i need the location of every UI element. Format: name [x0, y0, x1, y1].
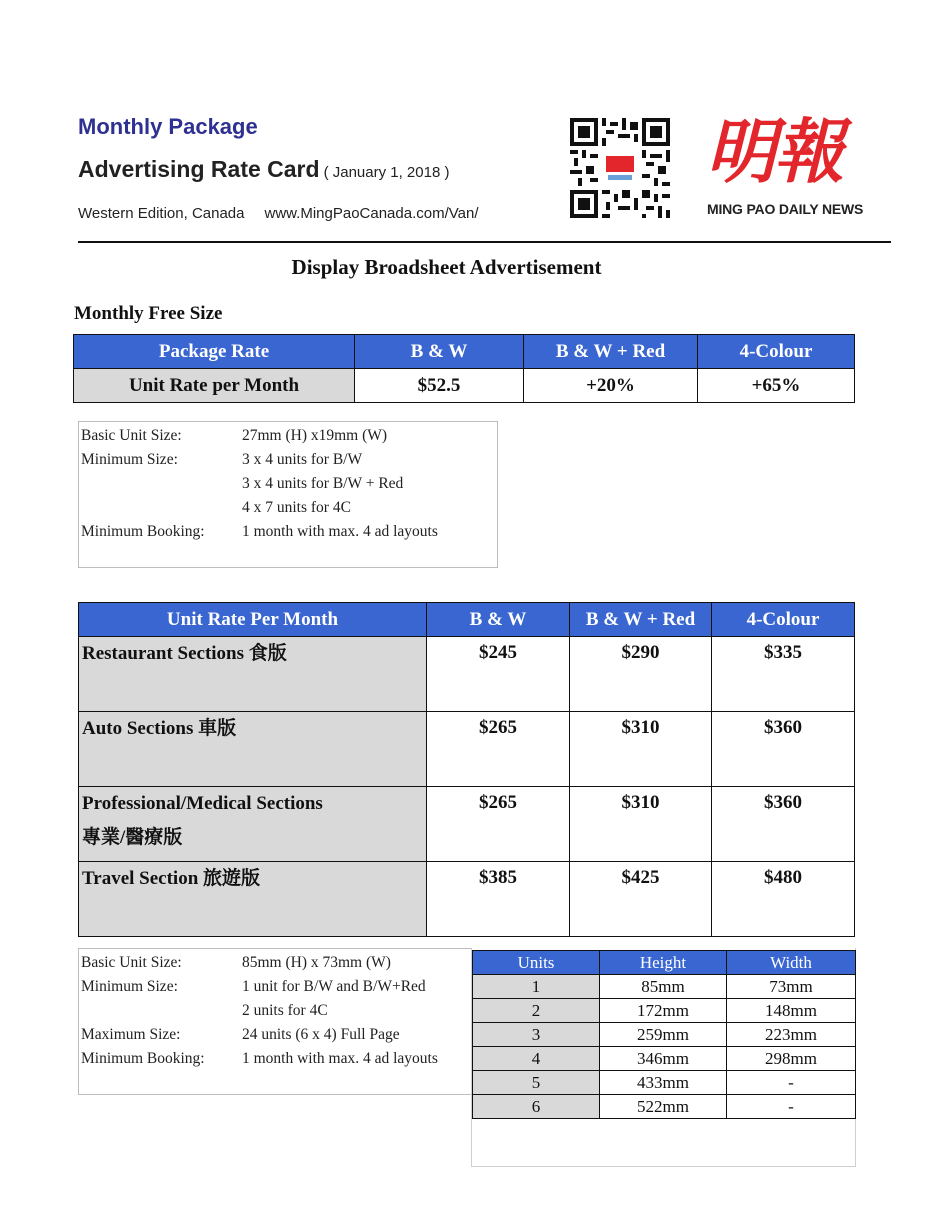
width-cell: - — [727, 1071, 856, 1095]
price-cell: $360 — [712, 712, 855, 787]
column-header: Unit Rate Per Month — [79, 603, 427, 637]
column-header: B & W + Red — [524, 335, 698, 369]
column-header: Package Rate — [74, 335, 355, 369]
column-header: 4-Colour — [712, 603, 855, 637]
info-value: 3 x 4 units for B/W + Red — [242, 475, 404, 492]
price-cell: $265 — [427, 712, 570, 787]
info-label: Basic Unit Size: — [81, 954, 182, 971]
info-row — [81, 1050, 438, 1068]
table-row — [79, 862, 855, 937]
column-header: Width — [727, 951, 856, 975]
section-label-line: Professional/Medical Sections — [82, 793, 323, 814]
info-value: 85mm (H) x 73mm (W) — [242, 954, 391, 971]
price-cell: +65% — [698, 369, 855, 403]
price-cell: $480 — [712, 862, 855, 937]
section-label: Restaurant Sections 食版 — [79, 637, 427, 712]
table-row — [79, 637, 855, 712]
units-cell: 1 — [473, 975, 600, 999]
column-header: Height — [600, 951, 727, 975]
table-header-row — [473, 951, 856, 975]
info-value: 2 units for 4C — [242, 1002, 328, 1019]
price-cell: $335 — [712, 637, 855, 712]
info-value: 1 unit for B/W and B/W+Red — [242, 978, 426, 995]
section-label: Travel Section 旅遊版 — [79, 862, 427, 937]
section-label — [79, 787, 427, 862]
column-header: 4-Colour — [698, 335, 855, 369]
header-divider — [78, 241, 891, 243]
table-row — [473, 999, 856, 1023]
info-label: Minimum Size: — [81, 978, 178, 995]
units-cell: 6 — [473, 1095, 600, 1119]
section-label-line: 專業/醫療版 — [82, 827, 183, 848]
website-link[interactable]: www.MingPaoCanada.com/Van/ — [264, 205, 479, 222]
info-row — [81, 954, 391, 972]
sections-rate-table — [78, 602, 855, 937]
column-header: B & W — [427, 603, 570, 637]
price-cell: $310 — [570, 712, 712, 787]
info-row — [81, 978, 426, 996]
info-value: 3 x 4 units for B/W — [242, 451, 363, 468]
unit-size-info-box — [78, 948, 472, 1095]
width-cell: 73mm — [727, 975, 856, 999]
table-header-row — [74, 335, 855, 369]
column-header: Units — [473, 951, 600, 975]
price-cell: +20% — [524, 369, 698, 403]
info-value: 24 units (6 x 4) Full Page — [242, 1026, 400, 1043]
table-header-row — [79, 603, 855, 637]
info-value: 1 month with max. 4 ad layouts — [242, 1050, 438, 1067]
height-cell: 172mm — [600, 999, 727, 1023]
column-header: B & W + Red — [570, 603, 712, 637]
height-cell: 346mm — [600, 1047, 727, 1071]
units-cell: 4 — [473, 1047, 600, 1071]
width-cell: 223mm — [727, 1023, 856, 1047]
info-row — [81, 451, 363, 469]
height-cell: 85mm — [600, 975, 727, 999]
units-cell: 5 — [473, 1071, 600, 1095]
units-size-table — [472, 950, 856, 1119]
section-heading: Display Broadsheet Advertisement — [291, 255, 602, 279]
price-cell: $245 — [427, 637, 570, 712]
section-label: Auto Sections 車版 — [79, 712, 427, 787]
table-row — [473, 1071, 856, 1095]
table-row — [473, 1095, 856, 1119]
info-value: 1 month with max. 4 ad layouts — [242, 523, 438, 540]
ming-pao-wordmark: MING PAO DAILY NEWS — [707, 201, 864, 217]
package-title: Monthly Package — [78, 114, 258, 139]
info-label: Basic Unit Size: — [81, 427, 182, 444]
rate-card-title-text: Advertising Rate Card — [78, 156, 320, 182]
units-table-container — [471, 948, 856, 1167]
free-size-rate-table — [73, 334, 855, 403]
rate-card-title — [78, 156, 449, 183]
free-size-heading: Monthly Free Size — [74, 303, 223, 324]
price-cell: $52.5 — [355, 369, 524, 403]
width-cell: - — [727, 1095, 856, 1119]
table-row — [79, 712, 855, 787]
ming-pao-logo: 明報 — [706, 110, 842, 193]
info-row — [81, 523, 438, 541]
height-cell: 433mm — [600, 1071, 727, 1095]
info-label: Maximum Size: — [81, 1026, 181, 1043]
info-label: Minimum Size: — [81, 451, 178, 468]
table-row — [473, 1023, 856, 1047]
price-cell: $385 — [427, 862, 570, 937]
table-row — [79, 787, 855, 862]
price-cell: $425 — [570, 862, 712, 937]
free-size-info-box — [78, 421, 498, 568]
column-header: B & W — [355, 335, 524, 369]
price-cell: $265 — [427, 787, 570, 862]
height-cell: 522mm — [600, 1095, 727, 1119]
table-row — [74, 369, 855, 403]
table-row — [473, 975, 856, 999]
info-row — [81, 427, 388, 445]
rate-card-date: ( January 1, 2018 ) — [323, 164, 450, 181]
units-cell: 2 — [473, 999, 600, 1023]
width-cell: 148mm — [727, 999, 856, 1023]
info-row — [81, 1026, 400, 1044]
price-cell: $290 — [570, 637, 712, 712]
info-value: 4 x 7 units for 4C — [242, 499, 351, 516]
info-label: Minimum Booking: — [81, 1050, 205, 1067]
info-value: 27mm (H) x19mm (W) — [242, 427, 388, 444]
qr-code-icon — [570, 118, 670, 218]
info-label: Minimum Booking: — [81, 523, 205, 540]
height-cell: 259mm — [600, 1023, 727, 1047]
units-cell: 3 — [473, 1023, 600, 1047]
price-cell: $360 — [712, 787, 855, 862]
width-cell: 298mm — [727, 1047, 856, 1071]
row-label: Unit Rate per Month — [74, 369, 355, 403]
price-cell: $310 — [570, 787, 712, 862]
edition-text: Western Edition, Canada — [78, 205, 245, 222]
table-row — [473, 1047, 856, 1071]
edition-line — [78, 205, 479, 222]
